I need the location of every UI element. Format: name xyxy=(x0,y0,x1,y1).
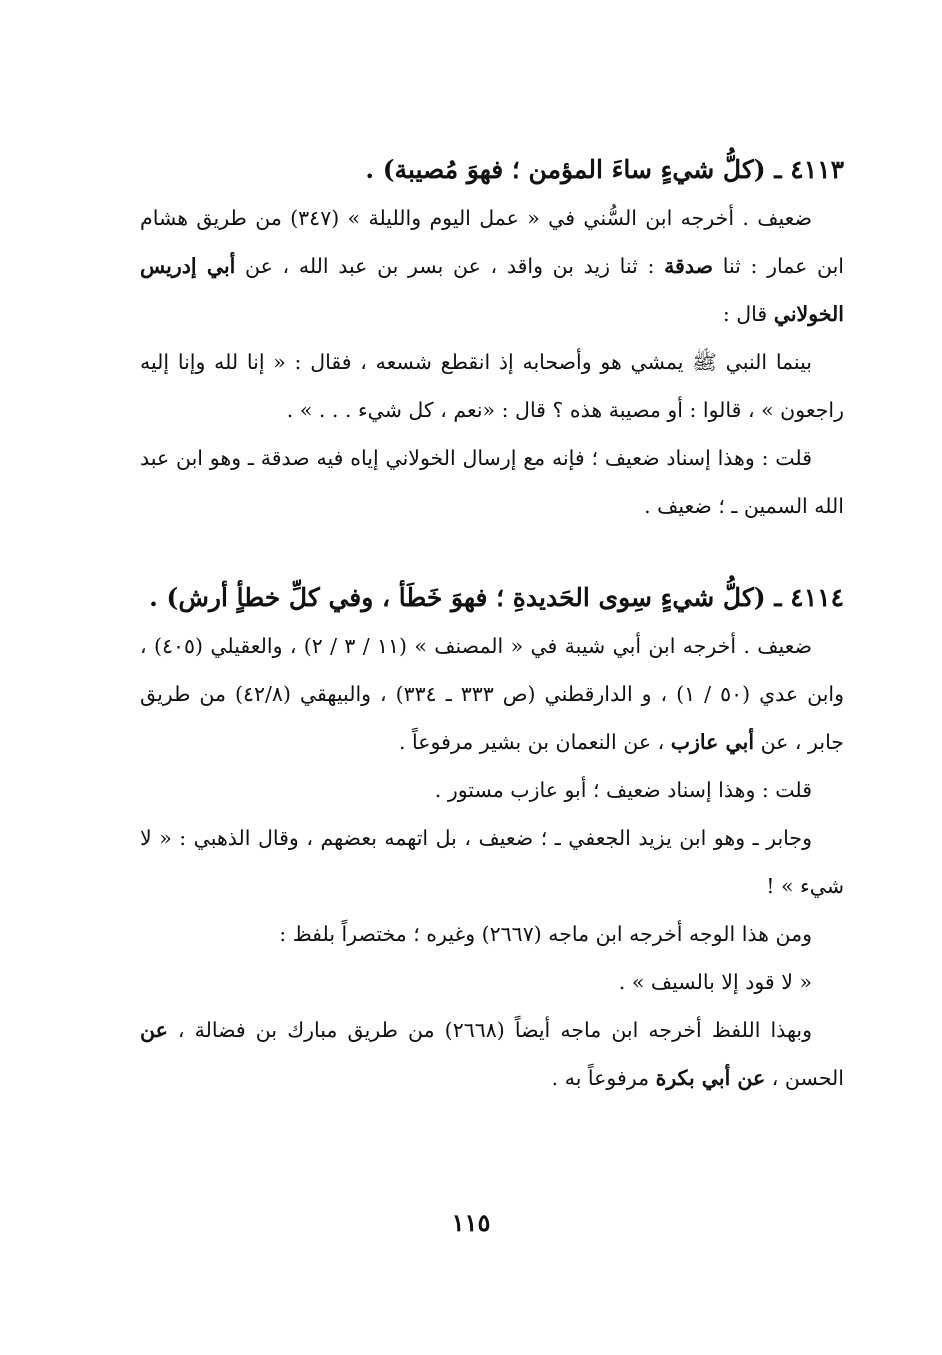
entry-4113-paragraph-2: بينما النبي ﷺ يمشي هو وأصحابه إذ انقطع شسعه ، فقال : « إنا لله وإنا إليه راجعون » ، قالوا : أو مصيبة هذه ؟ قال : «نعم ، كل شيء . . . » . xyxy=(140,350,844,422)
bold-name: أبي إدريس الخولاني xyxy=(140,254,844,326)
entry-4114-paragraph-1 xyxy=(140,622,844,766)
entry-4114-paragraph-5: « لا قود إلا بالسيف » . xyxy=(618,970,812,994)
text-run: وبهذا اللفظ أخرجه ابن ماجه أيضاً (٢٦٦٨) من طريق مبارك بن فضالة ، xyxy=(167,1018,813,1042)
entry-4114 xyxy=(140,574,844,1102)
text-run: ضعيف . أخرجه ابن أبي شيبة في « المصنف » (١١ / ٣ / ٢) ، والعقيلي (٤٠٥) ، وابن عدي (٥٠ / ١) ، و الدارقطني (ص ٣٣٣ ـ ٣٣٤) ، والبيهقي (٤٢/٨) من طريق جابر ، عن xyxy=(140,634,845,754)
entry-4114-paragraph-6 xyxy=(140,1006,844,1102)
entry-4114-heading: ٤١١٤ ـ (كلُّ شيءٍ سِوى الحَديدةِ ؛ فهوَ خَطَأ ، وفي كلِّ خطأٍ أرش) . xyxy=(149,583,844,612)
entry-4113-heading: ٤١١٣ ـ (كلُّ شيءٍ ساءَ المؤمن ؛ فهوَ مُصيبة) . xyxy=(365,155,844,184)
entry-4114-paragraph-4: ومن هذا الوجه أخرجه ابن ماجه (٢٦٦٧) وغيره ؛ مختصراً بلفظ : xyxy=(279,922,812,946)
text-run: ، عن النعمان بن بشير مرفوعاً . xyxy=(399,730,671,754)
entry-4113 xyxy=(140,146,844,530)
text-run: قال : xyxy=(722,302,774,326)
text-run: مرفوعاً به . xyxy=(551,1066,656,1090)
entry-4114-paragraph-3: وجابر ـ وهو ابن يزيد الجعفي ـ ؛ ضعيف ، بل اتهمه بعضهم ، وقال الذهبي : « لا شيء » ! xyxy=(140,826,844,898)
bold-name: صدقة xyxy=(664,254,714,278)
text-run: : ثنا زيد بن واقد ، عن بسر بن عبد الله ، عن xyxy=(235,254,665,278)
page-number: ١١٥ xyxy=(451,1208,491,1237)
bold-name: عن أبي بكرة xyxy=(655,1066,766,1090)
entry-4113-paragraph-3: قلت : وهذا إسناد ضعيف ؛ فإنه مع إرسال الخولاني إياه فيه صدقة ـ وهو ابن عبد الله السمين ـ ؛ ضعيف . xyxy=(140,446,844,518)
text-run: ضعيف . أخرجه ابن السُّني في « عمل اليوم والليلة » (٣٤٧) من طريق هشام ابن عمار : ثنا xyxy=(140,206,844,278)
bold-name: عن xyxy=(140,1018,168,1042)
entry-4113-paragraph-1 xyxy=(140,194,844,338)
bold-name: أبي عازب xyxy=(670,730,755,754)
entry-4114-paragraph-2: قلت : وهذا إسناد ضعيف ؛ أبو عازب مستور . xyxy=(434,778,812,802)
text-run: الحسن ، xyxy=(765,1066,844,1090)
